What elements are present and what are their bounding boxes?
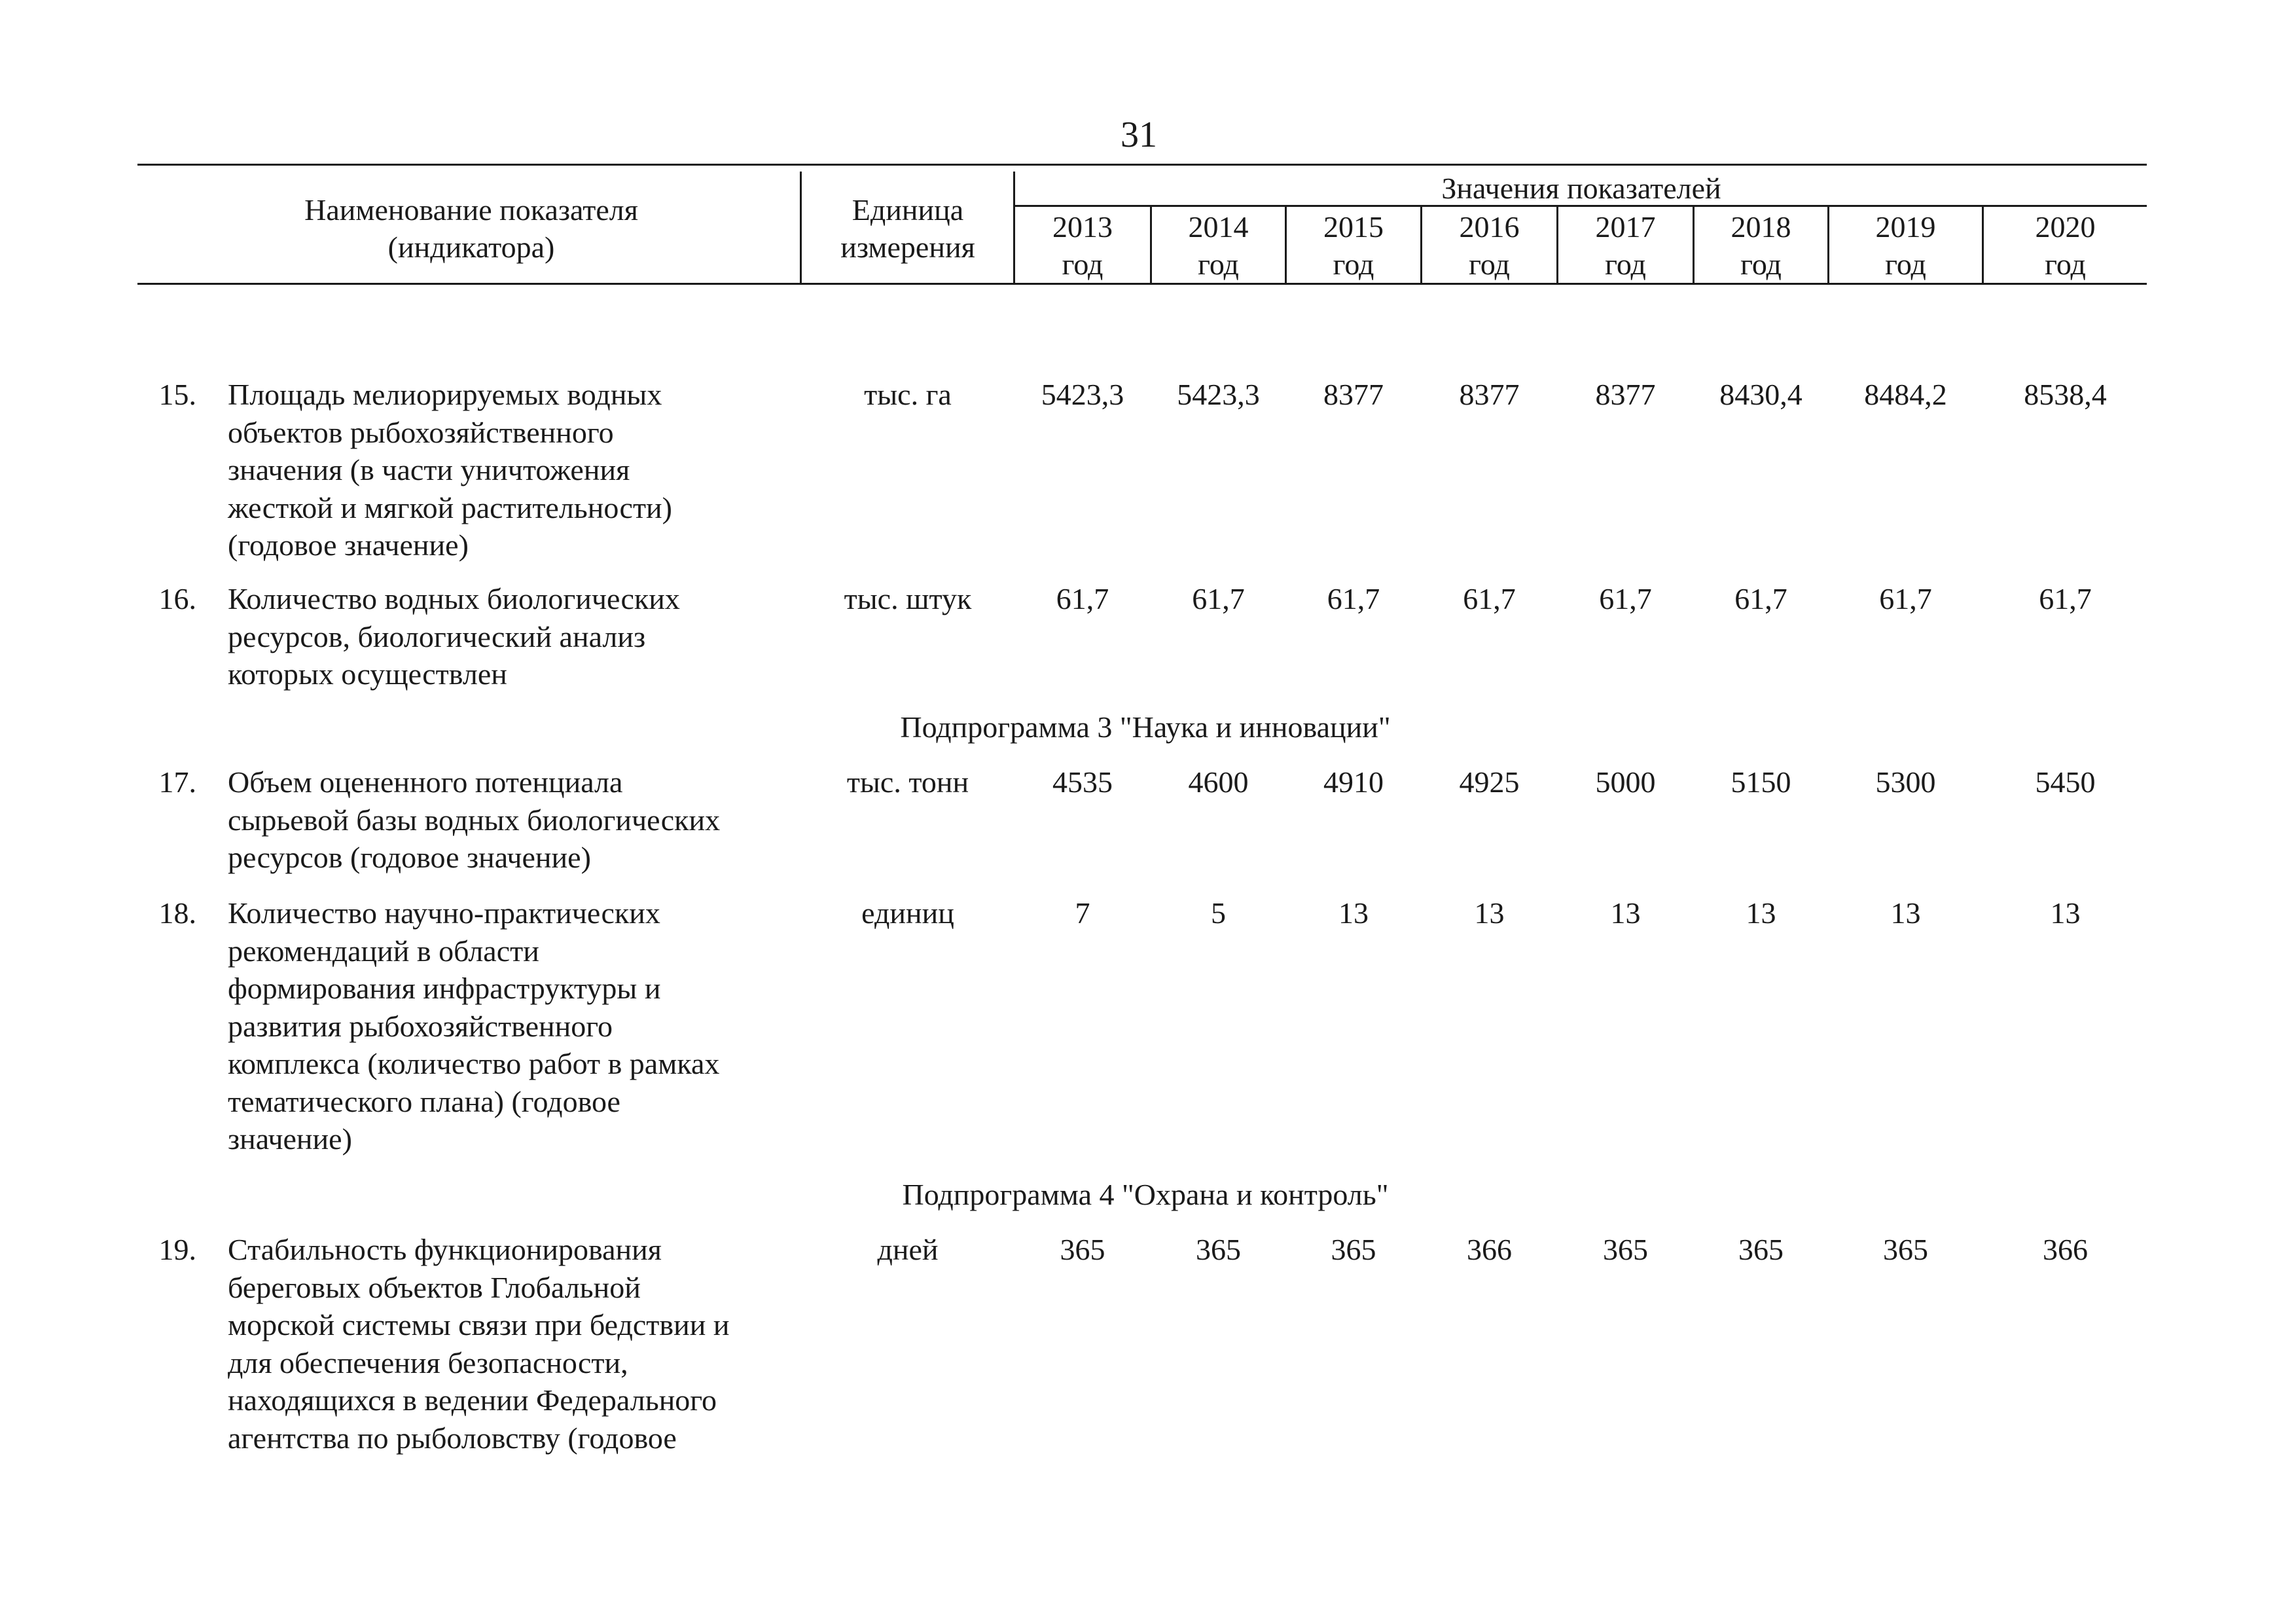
value-2013: 5423,3 bbox=[1041, 378, 1124, 411]
value-2018: 8430,4 bbox=[1719, 378, 1803, 411]
header-year-value: 2017 bbox=[1595, 210, 1656, 244]
name-line: Площадь мелиорируемых водных bbox=[228, 378, 662, 411]
value-2016: 61,7 bbox=[1463, 582, 1516, 615]
value-2020: 13 bbox=[2050, 896, 2081, 930]
header-year-2014 bbox=[1152, 208, 1285, 283]
header-year-value: 2020 bbox=[2035, 210, 2096, 244]
header-year-2019 bbox=[1829, 208, 1982, 283]
name-line: морской системы связи при бедствии и bbox=[228, 1308, 730, 1341]
name-line: рекомендаций в области bbox=[228, 934, 539, 968]
header-year-2017 bbox=[1558, 208, 1693, 283]
header-year-suffix: год bbox=[1062, 247, 1103, 281]
name-line: Стабильность функционирования bbox=[228, 1233, 662, 1266]
value-2017: 5000 bbox=[1595, 765, 1656, 799]
header-year-value: 2013 bbox=[1052, 210, 1113, 244]
header-year-2016 bbox=[1422, 208, 1556, 283]
row-indicator-name bbox=[228, 376, 817, 564]
header-year-2018 bbox=[1695, 208, 1827, 283]
name-line: жесткой и мягкой растительности) bbox=[228, 490, 672, 524]
value-2016: 4925 bbox=[1459, 765, 1520, 799]
value-2014: 5 bbox=[1211, 896, 1226, 930]
row-unit: тыс. тонн bbox=[846, 765, 969, 799]
name-line: формирования инфраструктуры и bbox=[228, 972, 661, 1005]
header-year-suffix: год bbox=[1885, 247, 1926, 281]
name-line: для обеспечения безопасности, bbox=[228, 1345, 628, 1379]
header-year-value: 2016 bbox=[1459, 210, 1520, 244]
name-line: комплекса (количество работ в рамках bbox=[228, 1047, 720, 1080]
value-2013: 365 bbox=[1060, 1233, 1105, 1266]
value-2015: 13 bbox=[1338, 896, 1369, 930]
name-line: находящихся в ведении Федерального bbox=[228, 1383, 717, 1417]
header-year-suffix: год bbox=[1198, 247, 1239, 281]
header-unit-col bbox=[802, 191, 1013, 266]
row-indicator-name bbox=[228, 763, 817, 877]
header-year-suffix: год bbox=[1469, 247, 1510, 281]
name-line: объектов рыбохозяйственного bbox=[228, 415, 614, 449]
value-2017: 61,7 bbox=[1599, 582, 1652, 615]
value-2016: 13 bbox=[1474, 896, 1505, 930]
row-unit: единиц bbox=[861, 896, 954, 930]
row-number: 18. bbox=[158, 896, 196, 930]
value-2020: 61,7 bbox=[2039, 582, 2092, 615]
name-line: агентства по рыболовству (годовое bbox=[228, 1421, 677, 1455]
name-line: значение) bbox=[228, 1122, 352, 1156]
name-line: Объем оцененного потенциала bbox=[228, 765, 623, 799]
value-2017: 8377 bbox=[1595, 378, 1656, 411]
value-2019: 8484,2 bbox=[1864, 378, 1947, 411]
row-unit: тыс. штук bbox=[844, 582, 972, 615]
header-name-col bbox=[144, 191, 798, 266]
value-2014: 4600 bbox=[1188, 765, 1249, 799]
row-number: 17. bbox=[158, 765, 196, 799]
value-2019: 61,7 bbox=[1879, 582, 1932, 615]
header-year-suffix: год bbox=[2045, 247, 2086, 281]
header-year-2013 bbox=[1015, 208, 1150, 283]
value-2019: 13 bbox=[1890, 896, 1921, 930]
header-year-2020 bbox=[1984, 208, 2147, 283]
name-line: ресурсов (годовое значение) bbox=[228, 841, 591, 874]
header-divider-name-unit bbox=[800, 172, 802, 285]
name-line: значения (в части уничтожения bbox=[228, 453, 630, 486]
header-year-suffix: год bbox=[1605, 247, 1646, 281]
value-2014: 61,7 bbox=[1192, 582, 1245, 615]
value-2017: 365 bbox=[1603, 1233, 1648, 1266]
name-line: ресурсов, биологический анализ bbox=[228, 619, 646, 653]
section-subprogram-4: Подпрограмма 4 "Охрана и контроль" bbox=[902, 1178, 1389, 1211]
value-2017: 13 bbox=[1610, 896, 1641, 930]
value-2015: 4910 bbox=[1323, 765, 1384, 799]
header-unit-line1: Единица bbox=[852, 193, 964, 227]
name-line: тематического плана) (годовое bbox=[228, 1084, 620, 1118]
value-2020: 366 bbox=[2043, 1233, 2088, 1266]
name-line: сырьевой базы водных биологических bbox=[228, 803, 721, 837]
value-2020: 8538,4 bbox=[2024, 378, 2107, 411]
row-number: 15. bbox=[158, 378, 196, 411]
name-line: Количество водных биологических bbox=[228, 582, 680, 615]
header-unit-line2: измерения bbox=[840, 230, 975, 264]
row-number: 19. bbox=[158, 1233, 196, 1266]
value-2018: 365 bbox=[1738, 1233, 1784, 1266]
header-year-suffix: год bbox=[1740, 247, 1782, 281]
value-2015: 365 bbox=[1331, 1233, 1376, 1266]
row-indicator-name bbox=[228, 580, 817, 693]
name-line: Количество научно-практических bbox=[228, 896, 660, 930]
section-subprogram-3: Подпрограмма 3 "Наука и инновации" bbox=[900, 710, 1391, 744]
row-unit: тыс. га bbox=[864, 378, 952, 411]
header-year-2015 bbox=[1287, 208, 1420, 283]
value-2018: 61,7 bbox=[1734, 582, 1787, 615]
value-2013: 7 bbox=[1075, 896, 1090, 930]
row-unit: дней bbox=[877, 1233, 939, 1266]
row-indicator-name bbox=[228, 1231, 817, 1457]
name-line: которых осуществлен bbox=[228, 657, 507, 691]
value-2020: 5450 bbox=[2035, 765, 2096, 799]
name-line: (годовое значение) bbox=[228, 528, 469, 562]
value-2014: 365 bbox=[1196, 1233, 1241, 1266]
value-2013: 4535 bbox=[1052, 765, 1113, 799]
header-year-suffix: год bbox=[1333, 247, 1374, 281]
row-number: 16. bbox=[158, 582, 196, 615]
header-bottom-rule bbox=[137, 283, 2147, 285]
header-year-value: 2014 bbox=[1188, 210, 1249, 244]
header-year-value: 2018 bbox=[1731, 210, 1791, 244]
header-year-value: 2015 bbox=[1323, 210, 1384, 244]
header-values-group: Значения показателей bbox=[1441, 172, 1721, 205]
value-2015: 8377 bbox=[1323, 378, 1384, 411]
value-2018: 5150 bbox=[1731, 765, 1791, 799]
value-2014: 5423,3 bbox=[1177, 378, 1260, 411]
value-2016: 8377 bbox=[1459, 378, 1520, 411]
value-2018: 13 bbox=[1746, 896, 1776, 930]
value-2013: 61,7 bbox=[1056, 582, 1109, 615]
value-2019: 365 bbox=[1883, 1233, 1928, 1266]
name-line: развития рыбохозяйственного bbox=[228, 1009, 613, 1043]
name-line: береговых объектов Глобальной bbox=[228, 1270, 641, 1304]
value-2015: 61,7 bbox=[1327, 582, 1380, 615]
header-top-rule bbox=[137, 164, 2147, 166]
page-number: 31 bbox=[1121, 115, 1157, 155]
header-name-line1: Наименование показателя bbox=[304, 193, 638, 227]
header-year-value: 2019 bbox=[1875, 210, 1936, 244]
header-name-line2: (индикатора) bbox=[387, 230, 555, 264]
row-indicator-name bbox=[228, 894, 817, 1158]
value-2019: 5300 bbox=[1875, 765, 1936, 799]
value-2016: 366 bbox=[1467, 1233, 1512, 1266]
